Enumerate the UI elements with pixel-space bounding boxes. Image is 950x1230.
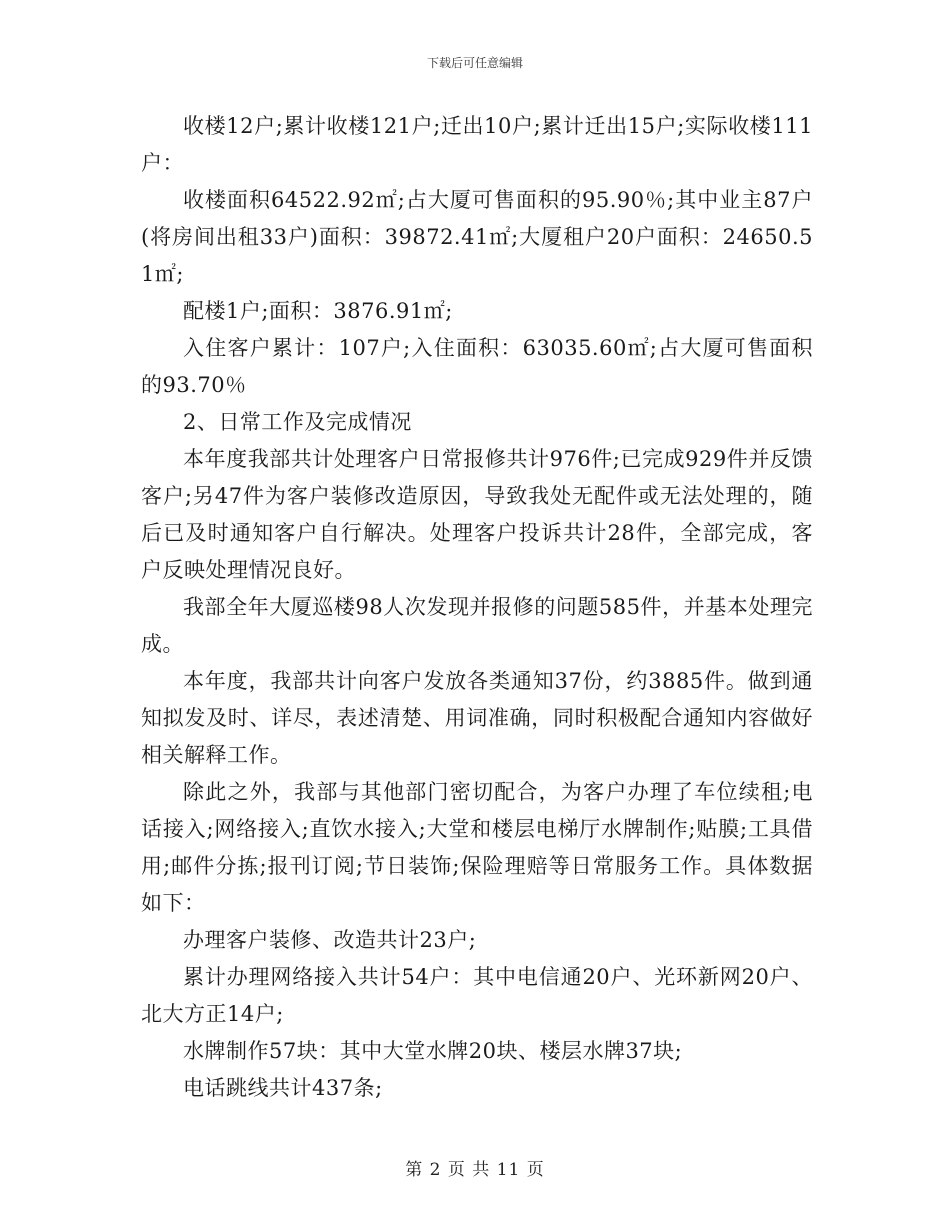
paragraph-move-in-area: 收楼面积64522.92㎡;占大厦可售面积的95.90％;其中业主87户(将房间出租33户)面积：39872.41㎡;大厦租户20户面积：24650.51㎡; bbox=[141, 188, 813, 286]
paragraph-signage: 水牌制作57块：其中大堂水牌20块、楼层水牌37块; bbox=[183, 1039, 683, 1063]
paragraph-repairs: 本年度我部共计处理客户日常报修共计976件;已完成929件并反馈客户;另47件为客户装修改造原因，导致我处无配件或无法处理的，随后已及时通知客户自行解决。处理客户投诉共计28件，全部完成，客户反映处理情况良好。 bbox=[141, 447, 813, 582]
paragraph-occupancy-total: 入住客户累计：107户;入住面积：63035.60㎡;占大厦可售面积的93.70％ bbox=[141, 336, 813, 397]
paragraph-renovation: 办理客户装修、改造共计23户; bbox=[183, 928, 477, 952]
paragraph-move-in-count: 收楼12户;累计收楼121户;迁出10户;累计迁出15户;实际收楼111户： bbox=[141, 114, 813, 175]
paragraph-other-services: 除此之外，我部与其他部门密切配合，为客户办理了车位续租;电话接入;网络接入;直饮水接入;大堂和楼层电梯厅水牌制作;贴膜;工具借用;邮件分拣;报刊订阅;节日装饰;保险理赔等日常服务工作。具体数据如下： bbox=[141, 780, 813, 915]
paragraph-annex-building: 配楼1户;面积：3876.91㎡; bbox=[183, 299, 453, 323]
section-heading-daily-work: 2、日常工作及完成情况 bbox=[183, 410, 412, 434]
paragraph-network-access: 累计办理网络接入共计54户：其中电信通20户、光环新网20户、北大方正14户; bbox=[141, 965, 813, 1026]
paragraph-notices: 本年度，我部共计向客户发放各类通知37份，约3885件。做到通知拟发及时、详尽，表述清楚、用词准确，同时积极配合通知内容做好相关解释工作。 bbox=[141, 669, 813, 767]
paragraph-phone-jumpers: 电话跳线共计437条; bbox=[183, 1076, 383, 1100]
paragraph-patrol: 我部全年大厦巡楼98人次发现并报修的问题585件，并基本处理完成。 bbox=[141, 595, 813, 656]
document-body bbox=[141, 108, 813, 1107]
page-number-footer: 第 2 页 共 11 页 bbox=[405, 1160, 545, 1180]
page-header: 下载后可任意编辑 bbox=[426, 56, 523, 70]
